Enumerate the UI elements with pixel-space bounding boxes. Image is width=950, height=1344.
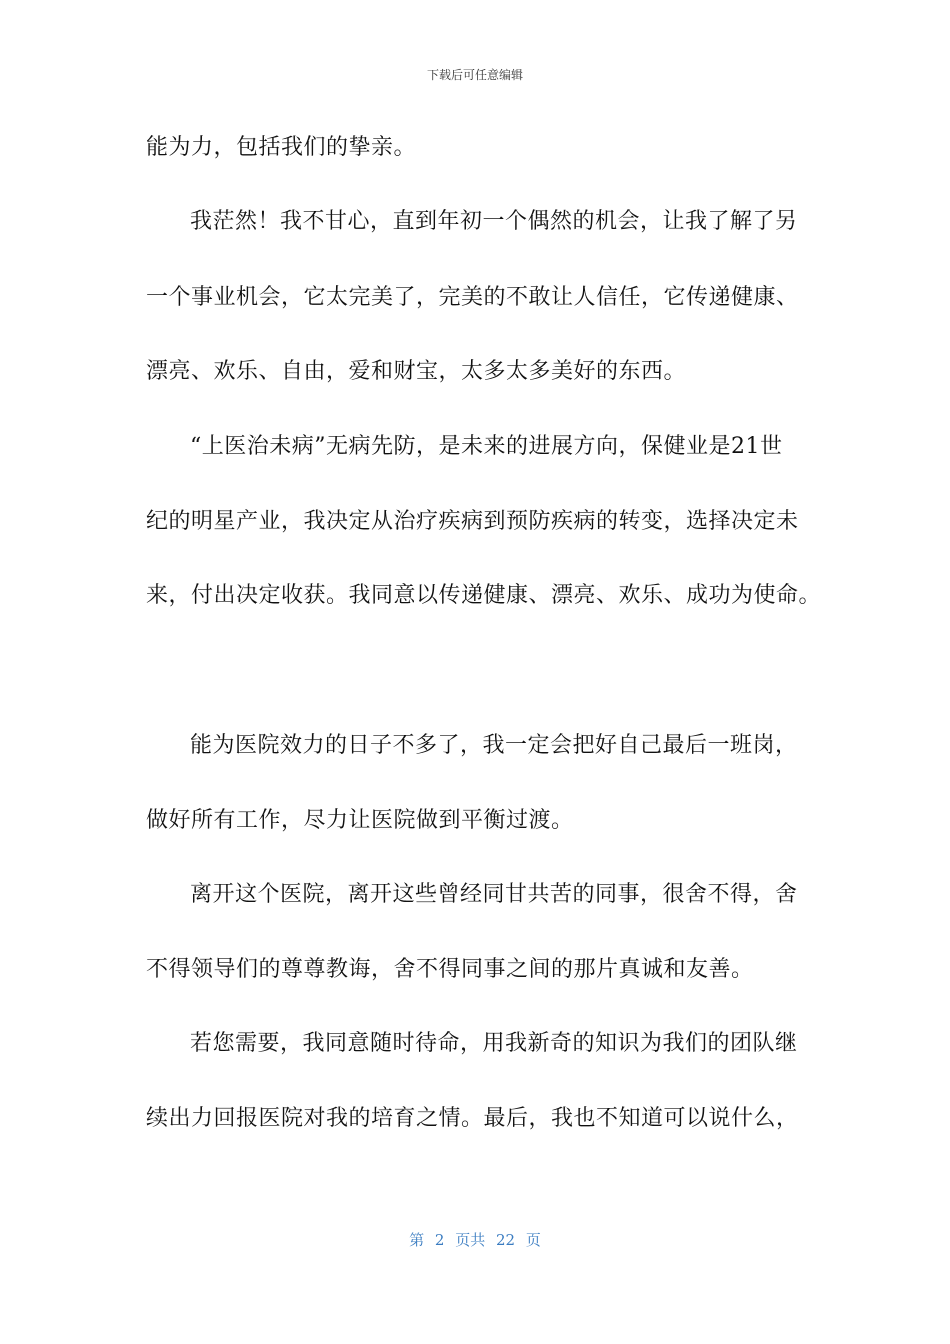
paragraph-start-line: 离开这个医院，离开这些曾经同甘共苦的同事，很舍不得，舍 xyxy=(190,882,798,907)
text-line: 能为力，包括我们的挚亲。 xyxy=(146,135,417,160)
text-line: 来，付出决定收获。我同意以传递健康、漂亮、欢乐、成功为使命。 xyxy=(146,583,822,608)
paragraph-start-line: “上医治未病”无病先防，是未来的进展方向，保健业是21世 xyxy=(190,434,783,459)
page-number-footer: 第 2 页共 22 页 xyxy=(409,1231,541,1249)
text-line: 一个事业机会，它太完美了，完美的不敢让人信任，它传递健康、 xyxy=(146,285,799,310)
paragraph-start-line: 我茫然！我不甘心，直到年初一个偶然的机会，让我了解了另 xyxy=(190,209,798,234)
paragraph-start-line: 能为医院效力的日子不多了，我一定会把好自己最后一班岗， xyxy=(190,733,798,758)
text-line: 续出力回报医院对我的培育之情。最后，我也不知道可以说什么， xyxy=(146,1106,799,1131)
page-header: 下载后可任意编辑 xyxy=(426,68,523,82)
text-line: 不得领导们的尊尊教诲，舍不得同事之间的那片真诚和友善。 xyxy=(146,957,754,982)
text-line: 漂亮、欢乐、自由，爱和财宝，太多太多美好的东西。 xyxy=(146,359,687,384)
paragraph-start-line: 若您需要，我同意随时待命，用我新奇的知识为我们的团队继 xyxy=(190,1031,798,1056)
text-line: 做好所有工作，尽力让医院做到平衡过渡。 xyxy=(146,808,574,833)
text-line: 纪的明星产业，我决定从治疗疾病到预防疾病的转变，选择决定未 xyxy=(146,509,799,534)
